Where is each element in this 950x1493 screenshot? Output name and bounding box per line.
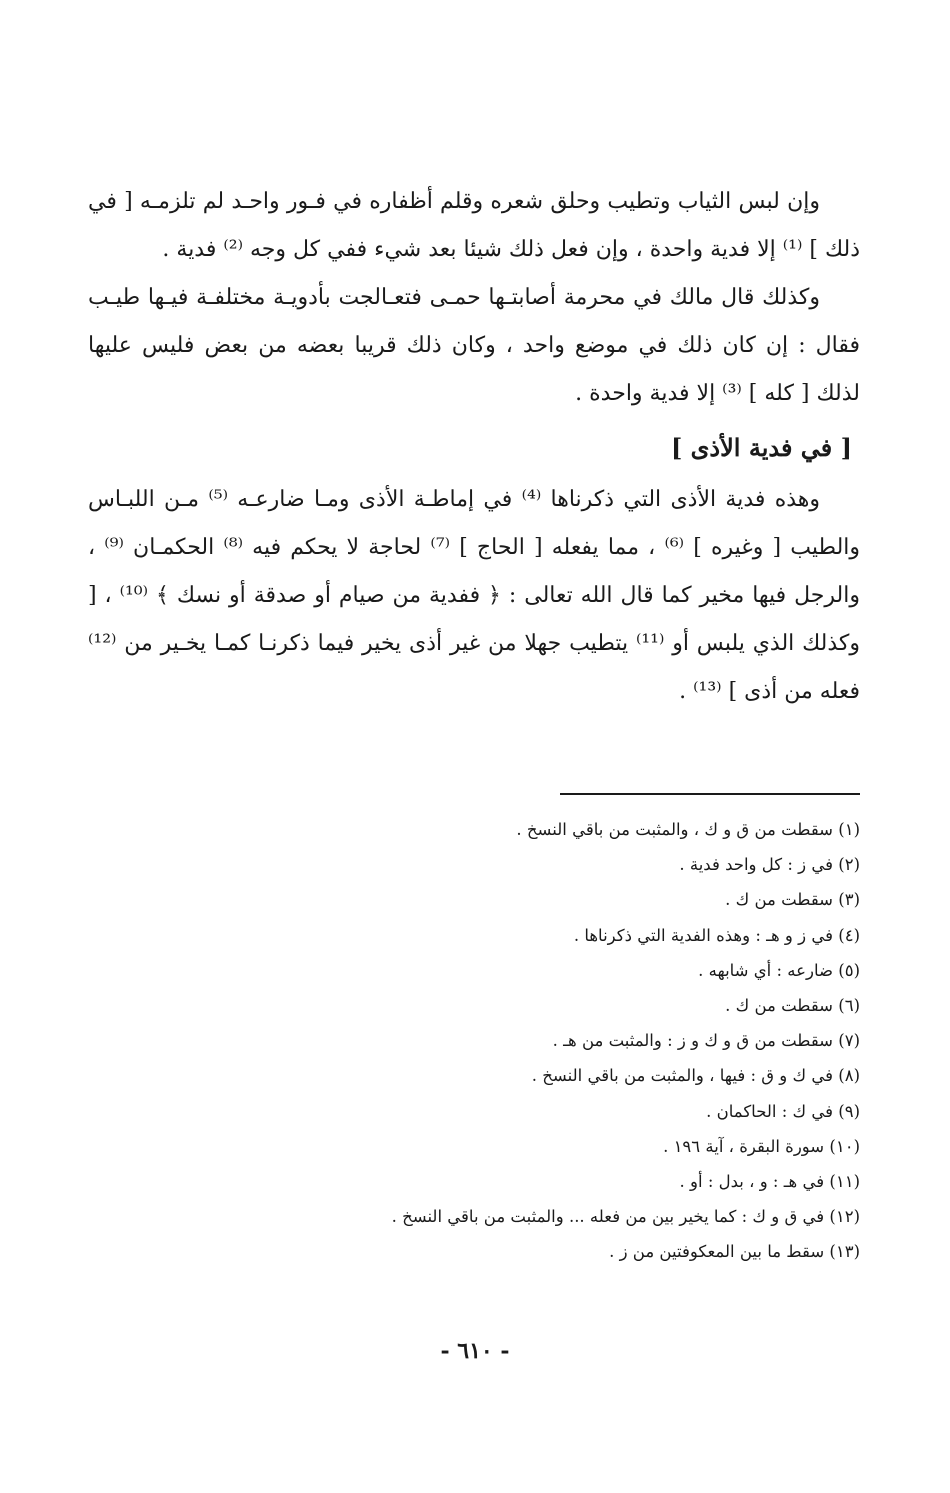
footnote-4: (٤) في ز و هـ : وهذه الفدية التي ذكرناها . [573, 925, 860, 945]
footnote-11: (١١) في هـ : و ، بدل : أو . [679, 1172, 860, 1192]
footnotes [88, 812, 860, 1270]
paragraph-3: وهذه فدية الأذى التي ذكرناها ⁽⁴⁾ في إماطـة الأذى ومـا ضارعـه ⁽⁵⁾ مـن اللبـاس والطيب [ وغيره ] ⁽⁶⁾ ، مما يفعله [ الحاج ] ⁽⁷⁾ لحاجة لا يحكم فيه ⁽⁸⁾ الحكمـان ⁽⁹⁾ ، والرجل فيها مخير كما قال الله تعالى : ﴿ ففدية من صيام أو صدقة أو نسك ﴾ ⁽¹⁰⁾ ، [ وكذلك الذي يلبس أو ⁽¹¹⁾ يتطيب جهلا من غير أذى يخير فيما ذكرنـا كمـا يخـير من ⁽¹²⁾ فعله من أذى ] ⁽¹³⁾ . [88, 487, 861, 704]
section-heading: [ في فدية الأذى ] [670, 433, 852, 462]
footnote-10: (١٠) سورة البقرة ، آية ١٩٦ . [663, 1136, 860, 1156]
page-number: - ٦١٠ - [440, 1338, 510, 1364]
footnote-3: (٣) سقطت من ك . [725, 890, 860, 910]
paragraph-1: وإن لبس الثياب وتطيب وحلق شعره وقلم أظفاره في فـور واحـد لم تلزمـه [ في ذلك ] ⁽¹⁾ إلا فدية واحدة ، وإن فعل ذلك شيئا بعد شيء ففي كل وجه ⁽²⁾ فدية . [88, 189, 860, 262]
footnote-6: (٦) سقطت من ك . [725, 996, 860, 1016]
footnote-12: (١٢) في ق و ك : كما يخير بين من فعله ... والمثبت من باقي النسخ . [391, 1207, 860, 1227]
main-text [88, 178, 860, 716]
footnote-5: (٥) ضارعه : أي شابهه . [698, 960, 860, 980]
footnote-divider [560, 793, 860, 795]
footnote-2: (٢) في ز : كل واحد فدية . [679, 855, 860, 875]
footnote-1: (١) سقطت من ق و ك ، والمثبت من باقي النسخ . [516, 820, 860, 839]
footnote-9: (٩) في ك : الحاكمان . [706, 1101, 860, 1121]
footnote-7: (٧) سقطت من ق و ك و ز : والمثبت من هـ . [552, 1031, 860, 1051]
footnote-8: (٨) في ك و ق : فيها ، والمثبت من باقي النسخ . [531, 1066, 860, 1086]
paragraph-2: وكذلك قال مالك في محرمة أصابتـها حمـى فتعـالجت بأدويـة مختلفـة فيـها طيـب فقال : إن كان ذلك في موضع واحد ، وكان ذلك قريبا بعضه من بعض فليس عليها لذلك [ كله ] ⁽³⁾ إلا فدية واحدة . [88, 285, 860, 406]
footnote-13: (١٣) سقط ما بين المعكوفتين من ز . [609, 1242, 860, 1262]
